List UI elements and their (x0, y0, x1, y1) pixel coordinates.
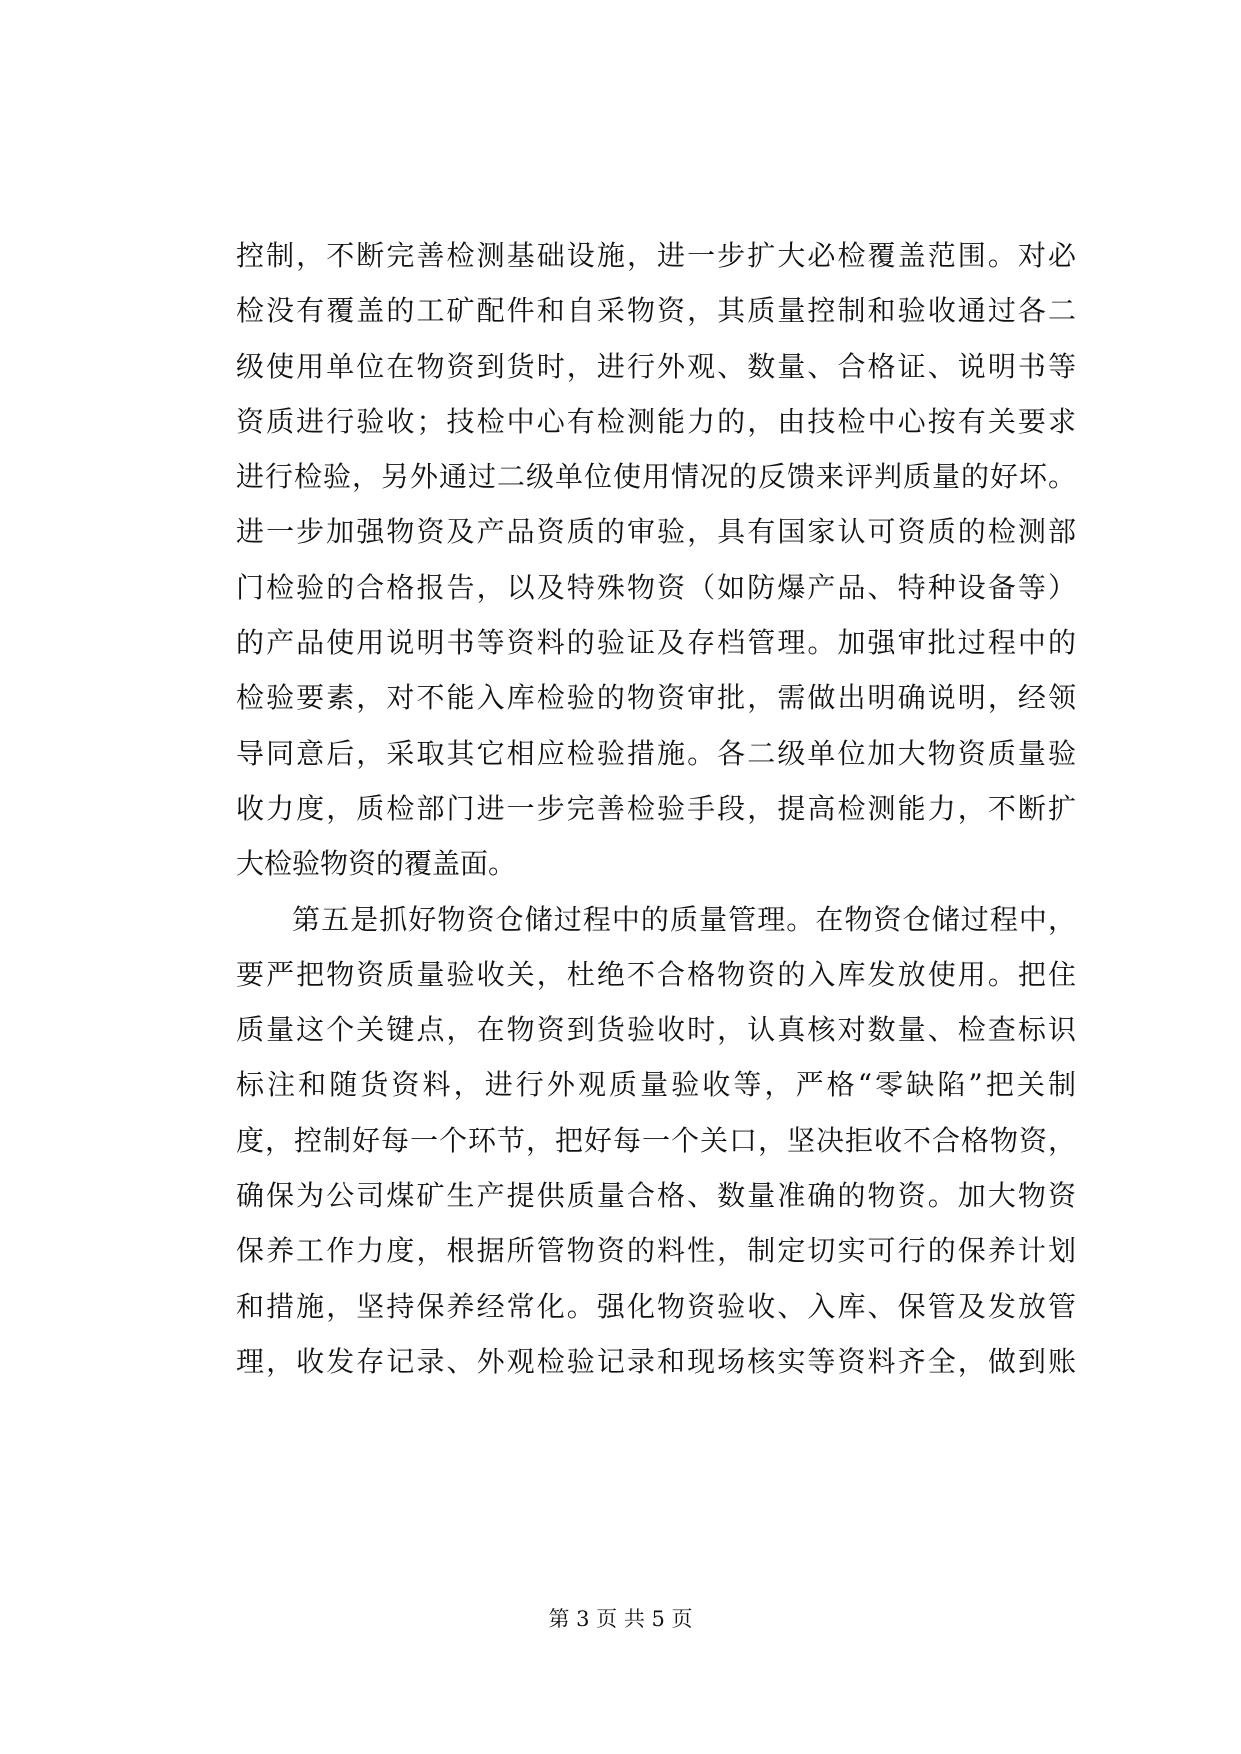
text-line: 进一步加强物资及产品资质的审验，具有国家认可资质的检测部 (236, 515, 1076, 549)
text-line: 保养工作力度，根据所管物资的料性，制定切实可行的保养计划 (236, 1234, 1076, 1268)
text-line: 理，收发存记录、外观检验记录和现场核实等资料齐全，做到账 (236, 1344, 1076, 1378)
text-line: 度，控制好每一个环节，把好每一个关口，坚决拒收不合格物资， (236, 1123, 1076, 1157)
text-line: 标注和随货资料，进行外观质量验收等，严格“零缺陷”把关制 (236, 1068, 1076, 1102)
text-line: 进行检验，另外通过二级单位使用情况的反馈来评判质量的好坏。 (236, 460, 1076, 494)
text-line: 门检验的合格报告，以及特殊物资（如防爆产品、特种设备等） (236, 570, 1076, 604)
text-line: 级使用单位在物资到货时，进行外观、数量、合格证、说明书等 (236, 349, 1076, 383)
text-line: 确保为公司煤矿生产提供质量合格、数量准确的物资。加大物资 (236, 1179, 1076, 1213)
paragraph-first-line: 第五是抓好物资仓储过程中的质量管理。在物资仓储过程中， (292, 902, 1076, 936)
text-line: 检没有覆盖的工矿配件和自采物资，其质量控制和验收通过各二 (236, 294, 1076, 328)
page-number: 第 3 页 共 5 页 (548, 1607, 693, 1631)
text-line: 资质进行验收；技检中心有检测能力的，由技检中心按有关要求 (236, 404, 1076, 438)
text-line: 质量这个关键点，在物资到货验收时，认真核对数量、检查标识 (236, 1013, 1076, 1047)
text-line: 和措施，坚持保养经常化。强化物资验收、入库、保管及发放管 (236, 1289, 1076, 1323)
text-line: 检验要素，对不能入库检验的物资审批，需做出明确说明，经领 (236, 681, 1076, 715)
text-line: 大检验物资的覆盖面。 (236, 847, 517, 881)
page-footer (0, 1604, 1241, 1634)
text-line: 的产品使用说明书等资料的验证及存档管理。加强审批过程中的 (236, 626, 1076, 660)
body-text (236, 228, 1076, 1389)
text-line: 控制，不断完善检测基础设施，进一步扩大必检覆盖范围。对必 (236, 239, 1076, 272)
text-line: 要严把物资质量验收关，杜绝不合格物资的入库发放使用。把住 (236, 957, 1076, 991)
text-line: 收力度，质检部门进一步完善检验手段，提高检测能力，不断扩 (236, 791, 1076, 825)
text-line: 导同意后，采取其它相应检验措施。各二级单位加大物资质量验 (236, 736, 1076, 770)
